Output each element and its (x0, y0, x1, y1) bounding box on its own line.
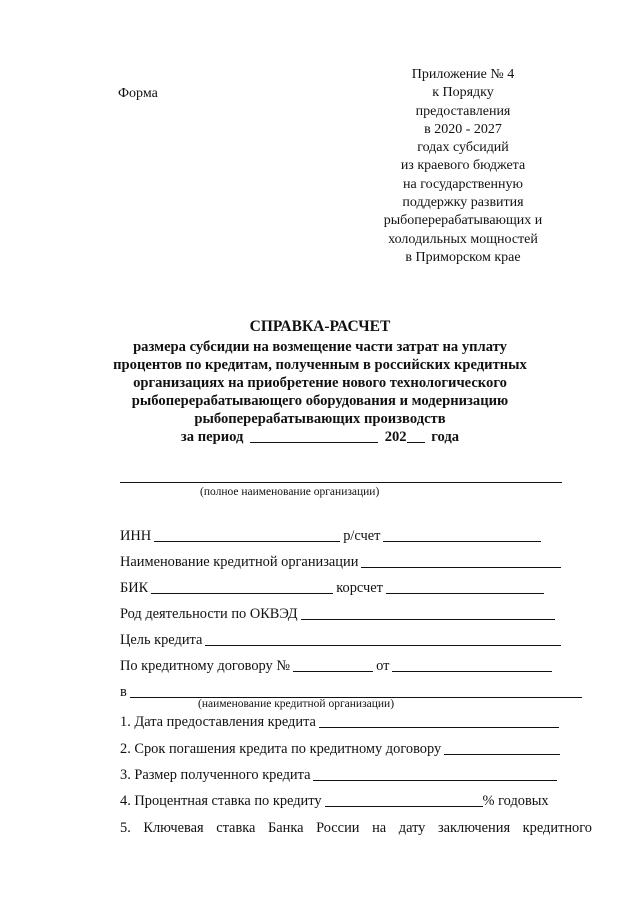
appendix-header (360, 66, 566, 267)
item-3-blank[interactable] (313, 779, 557, 781)
contract-label: По кредитному договору № (120, 658, 291, 674)
appendix-line: рыбоперерабатывающих и (383, 213, 543, 229)
bik-row (120, 580, 547, 597)
purpose-blank[interactable] (205, 644, 561, 646)
period-year-prefix: 202 (384, 429, 407, 445)
item-4 (120, 793, 549, 810)
from-label: от (376, 658, 390, 674)
item-1-label: 1. Дата предоставления кредита (120, 714, 316, 730)
org-name-blank[interactable] (120, 482, 562, 483)
appendix-line: годах субсидий (417, 140, 509, 156)
contract-number-blank[interactable] (293, 670, 373, 672)
bik-blank[interactable] (151, 592, 333, 594)
item-3 (120, 767, 560, 784)
appendix-line: предоставления (415, 103, 511, 119)
purpose-label: Цель кредита (120, 632, 203, 648)
item-5: 5. Ключевая ставка Банка России на дату заключения кредитного (120, 820, 592, 836)
form-label: Форма (118, 86, 158, 101)
title-line: рыбоперерабатывающих производств (194, 411, 446, 427)
item-1 (120, 714, 562, 731)
okved-row (120, 606, 558, 623)
appendix-line: Приложение № 4 (411, 67, 515, 82)
appendix-line: из краевого бюджета (400, 158, 526, 174)
appendix-line: в 2020 - 2027 (424, 121, 502, 137)
item-1-blank[interactable] (319, 726, 559, 728)
item-2 (120, 741, 563, 758)
in-label: в (120, 684, 127, 700)
credit-org-blank[interactable] (361, 566, 561, 568)
period-line (100, 428, 540, 446)
title-main: СПРАВКА-РАСЧЕТ (249, 318, 391, 335)
inn-label: ИНН (120, 528, 152, 544)
purpose-row (120, 632, 564, 649)
item-2-label: 2. Срок погашения кредита по кредитному договору (120, 741, 442, 757)
appendix-line: холодильных мощностей (388, 231, 538, 247)
org-name-caption: (полное наименование организации) (200, 486, 380, 498)
title-line: размера субсидии на возмещение части затрат на уплату (133, 339, 507, 355)
document-title (100, 318, 540, 446)
corr-account-label: корсчет (336, 580, 383, 596)
appendix-line: на государственную (403, 176, 523, 192)
title-line: организациях на приобретение нового технологического (133, 375, 507, 391)
appendix-line: к Порядку (432, 85, 494, 101)
period-label: за период (180, 429, 244, 445)
bank-name-caption: (наименование кредитной организации) (198, 698, 395, 710)
title-line: процентов по кредитам, полученным в российских кредитных (113, 357, 527, 373)
item-2-blank[interactable] (444, 753, 560, 755)
appendix-line: поддержку развития (402, 195, 524, 211)
credit-org-label: Наименование кредитной организации (120, 554, 359, 570)
item-3-label: 3. Размер полученного кредита (120, 767, 311, 783)
item-4-label: 4. Процентная ставка по кредиту (120, 793, 322, 809)
period-blank[interactable] (250, 441, 378, 443)
appendix-line: в Приморском крае (405, 249, 521, 265)
credit-org-row (120, 554, 564, 571)
inn-blank[interactable] (154, 540, 340, 542)
account-label: р/счет (343, 528, 381, 544)
item-4-suffix: % годовых (482, 793, 549, 809)
contract-row (120, 658, 555, 675)
okved-blank[interactable] (301, 618, 555, 620)
bik-label: БИК (120, 580, 149, 596)
inn-row (120, 528, 544, 545)
period-suffix: года (431, 429, 460, 445)
item-4-blank[interactable] (325, 805, 483, 807)
account-blank[interactable] (383, 540, 541, 542)
title-line: рыбоперерабатывающего оборудования и модернизацию (131, 393, 509, 409)
year-blank[interactable] (407, 441, 425, 443)
corr-account-blank[interactable] (386, 592, 544, 594)
okved-label: Род деятельности по ОКВЭД (120, 606, 298, 622)
contract-date-blank[interactable] (392, 670, 552, 672)
